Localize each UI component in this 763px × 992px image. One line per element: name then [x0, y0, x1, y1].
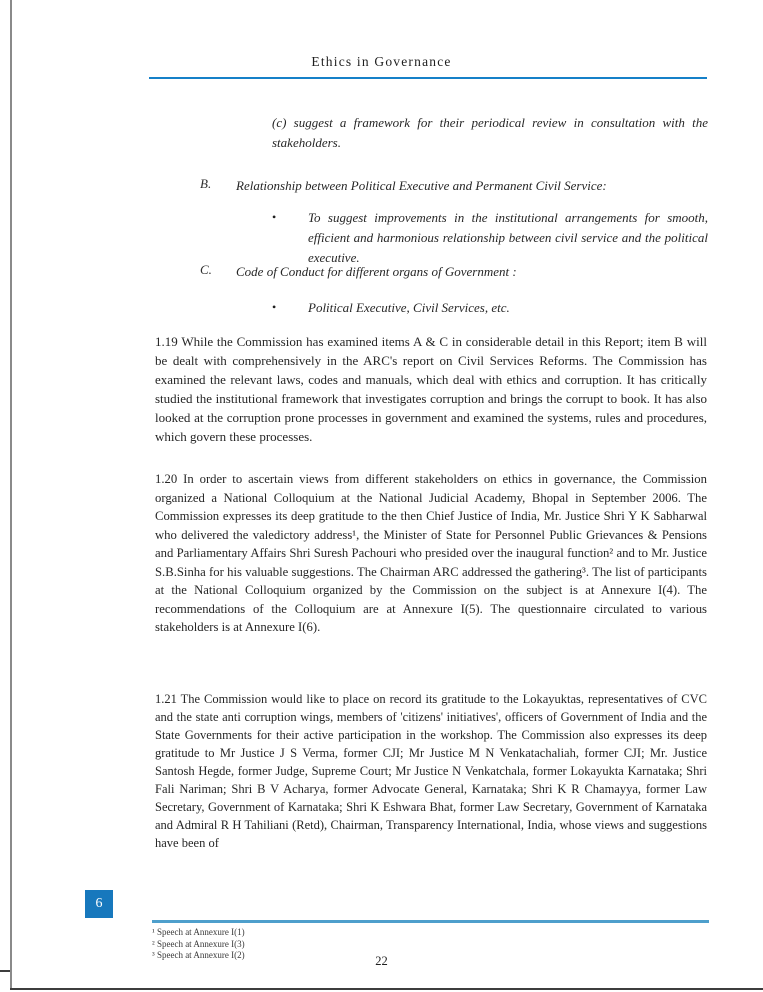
outline-item-c — [200, 262, 708, 282]
paragraph-1-19: 1.19 While the Commission has examined items A & C in considerable detail in this Report; item B will be dealt with comprehensively in the ARC's report on Civil Services Reforms. The Commission has examined the relevant laws, codes and manuals, which deal with ethics and corruption. It has critically studied the institutional framework that investigates corruption and brings the corrupt to book. It has also looked at the corruption prone processes in government and examined the systems, rules and procedures, which govern these processes. — [155, 334, 707, 444]
footnote-1: ¹ Speech at Annexure I(1) — [152, 927, 245, 937]
outline-item-b-text: Relationship between Political Executive and Permanent Civil Service: — [236, 178, 607, 193]
outline-item-b-bullet-text: To suggest improvements in the institutional arrangements for smooth, efficient and harmonious relationship between civil service and the political executive. — [308, 210, 708, 265]
outline-sub-item-c: (c) suggest a framework for their periodical review in consultation with the stakeholders. — [272, 115, 708, 150]
page-left-border — [10, 0, 12, 990]
outline-item-c-label: C. — [200, 262, 212, 277]
page-number-badge: 6 — [85, 890, 113, 918]
paragraph-1-20: 1.20 In order to ascertain views from different stakeholders on ethics in governance, the Commission organized a National Colloquium at the National Judicial Academy, Bhopal in September 2006. The Commission expresses its deep gratitude to the then Chief Justice of India, Mr. Justice Shri Y K Sabharwal who delivered the valedictory address¹, the Minister of State for Personnel Public Grievances & Pensions and Parliamentary Affairs Shri Suresh Pachouri who presided over the inaugural function² and to Mr. Justice S.B.Sinha for his valuable suggestions. The Chairman ARC addressed the gathering³. The list of participants at the National Colloquium organized by the Commission on the subject is at Annexure I(4). The recommendations of the Colloquium are at Annexure I(5). The questionnaire circulated to various stakeholders is at Annexure I(6). — [155, 472, 707, 634]
outline-item-b — [200, 176, 708, 196]
outline-item-b-bullet — [272, 208, 708, 268]
outline-item-c-text: Code of Conduct for different organs of Government : — [236, 264, 517, 279]
page-number: 22 — [375, 954, 388, 968]
footnote-2: ² Speech at Annexure I(3) — [152, 938, 245, 949]
page-bottom-border — [10, 988, 763, 990]
header-rule — [149, 77, 707, 79]
bullet-icon: • — [272, 210, 277, 224]
running-header-title: Ethics in Governance — [311, 54, 452, 69]
outline-item-c-bullet — [272, 298, 708, 318]
outline-item-b-label: B. — [200, 176, 212, 191]
footnote-3: ³ Speech at Annexure I(2) — [152, 950, 245, 960]
outline-item-c-bullet-text: Political Executive, Civil Services, etc. — [308, 300, 510, 315]
paragraph-1-21: 1.21 The Commission would like to place on record its gratitude to the Lokayuktas, representatives of CVC and the state anti corruption wings, members of 'citizens' initiatives', officers of Government of India and the State Governments for their active participation in the workshop. The Commission also expresses its deep gratitude to Mr Justice J S Verma, former CJI; Mr Justice M N Venkatachaliah, former CJI; Mr. Justice Santosh Hegde, former Judge, Supreme Court; Mr Justice N Venkatchala, former Lokayukta Karnataka; Shri Fali Nariman; Shri B V Acharya, former Advocate General, Karnataka; Shri K R Chamayya, former Law Secretary, Government of Karnataka; Shri K Eshwara Bhat, former Law Secretary, Government of Karnataka and Admiral R H Tahiliani (Retd), Chairman, Transparency International, India, whose views and suggestions have been of — [155, 692, 707, 850]
footnote-rule — [152, 920, 709, 923]
bullet-icon: • — [272, 300, 277, 314]
crop-mark — [0, 970, 10, 972]
